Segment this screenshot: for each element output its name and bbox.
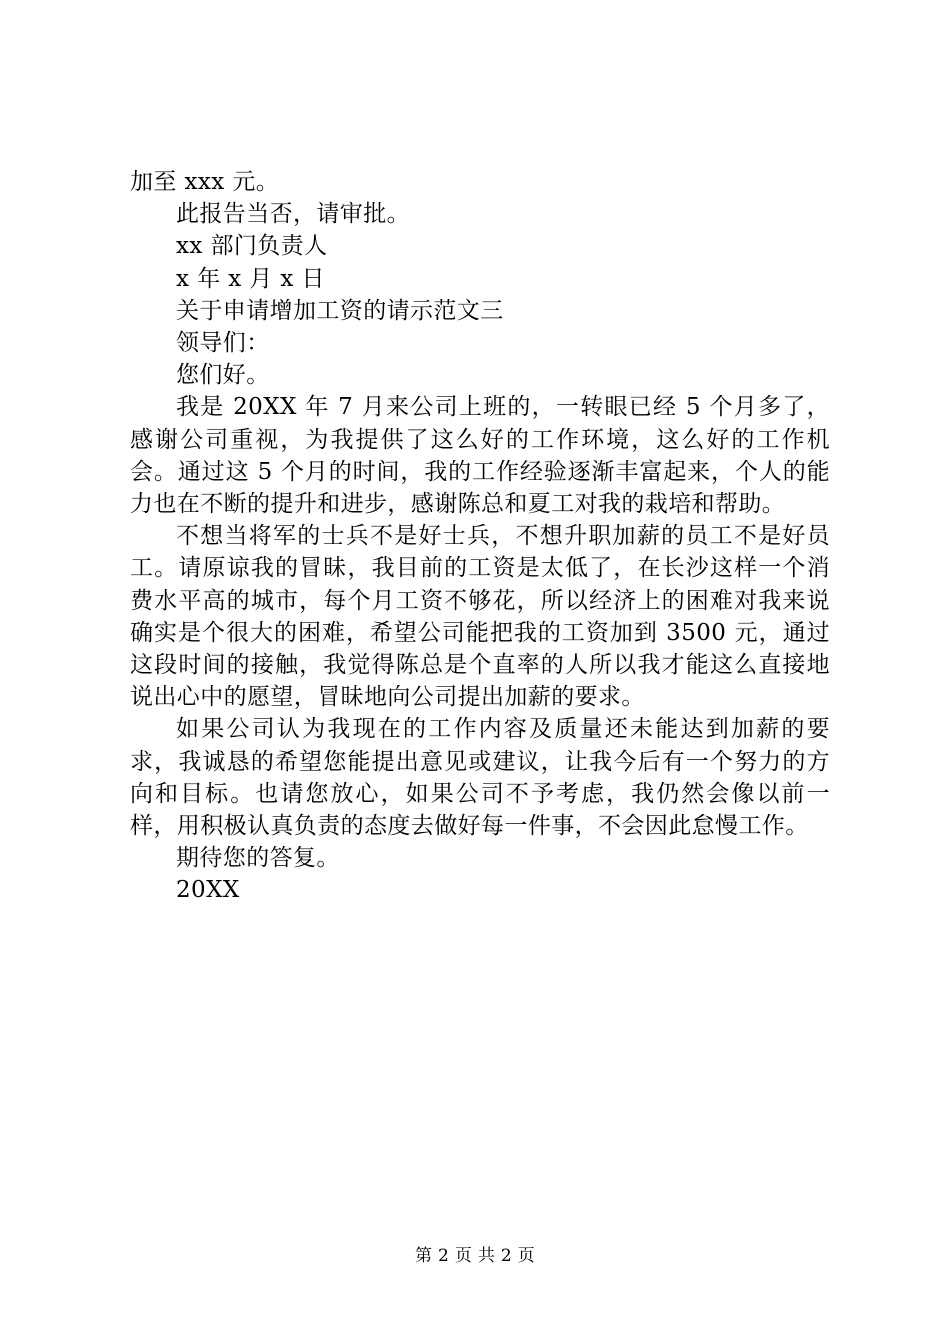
document-date: x 年 x 月 x 日 bbox=[176, 265, 325, 292]
closing-date: 20XX bbox=[176, 877, 240, 904]
department-signature: xx 部门负责人 bbox=[176, 233, 328, 260]
paragraph: 如果公司认为我现在的工作内容及质量还未能达到加薪的要求，我诚恳的希望您能提出意见或建议，让我今后有一个努力的方向和目标。也请您放心，如果公司不予考虑，我仍然会像以前一样，用积极认真负责的态度去做好每一件事，不会因此怠慢工作。 bbox=[130, 716, 830, 840]
paragraph: 我是 20XX 年 7 月来公司上班的，一转眼已经 5 个月多了，感谢公司重视，为我提供了这么好的工作环境，这么好的工作机会。通过这 5 个月的时间，我的工作经验逐渐丰富起来，个人的能力也在不断的提升和进步，感谢陈总和夏工对我的栽培和帮助。 bbox=[130, 394, 830, 518]
section-title: 关于申请增加工资的请示范文三 bbox=[176, 297, 504, 324]
greeting: 您们好。 bbox=[176, 362, 270, 389]
text-line: 加至 xxx 元。 bbox=[130, 169, 280, 195]
text-line: 此报告当否，请审批。 bbox=[176, 201, 410, 228]
salutation: 领导们： bbox=[176, 330, 270, 357]
page-footer: 第 2 页 共 2 页 bbox=[415, 1246, 535, 1266]
closing-line: 期待您的答复。 bbox=[176, 845, 340, 872]
paragraph: 不想当将军的士兵不是好士兵，不想升职加薪的员工不是好员工。请原谅我的冒昧，我目前的工资是太低了，在长沙这样一个消费水平高的城市，每个月工资不够花，所以经济上的困难对我来说确实是个很大的困难，希望公司能把我的工资加到 3500 元，通过这段时间的接触，我觉得陈总是个直率的人所以我才能这么直接地说出心中的愿望，冒昧地向公司提出加薪的要求。 bbox=[130, 523, 830, 711]
document-body bbox=[130, 166, 830, 907]
